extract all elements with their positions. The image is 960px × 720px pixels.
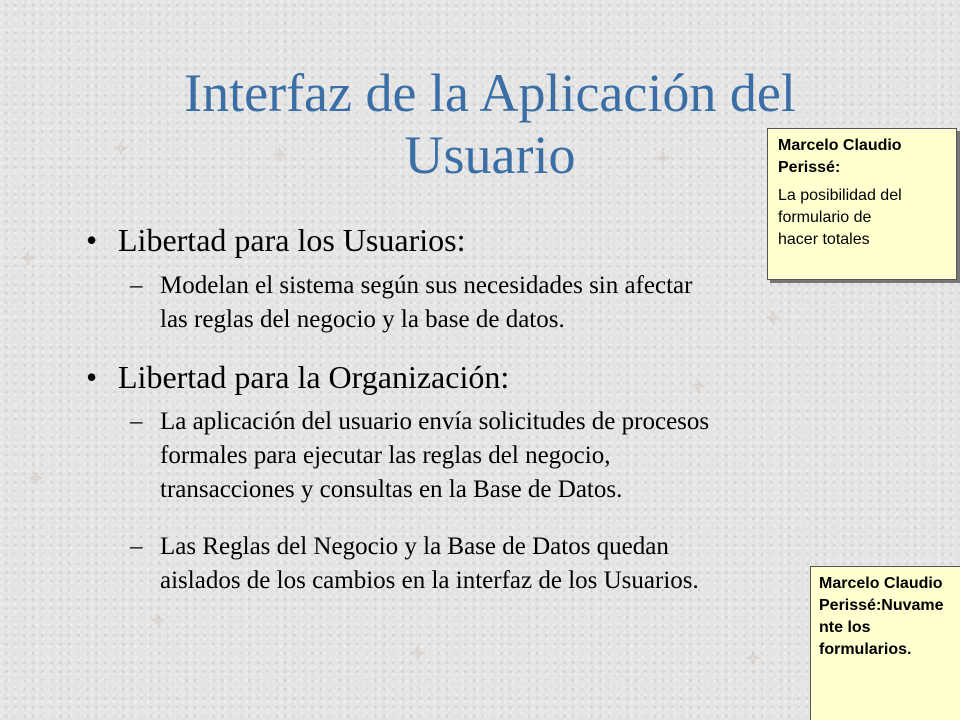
comment-body-line: formulario de	[778, 209, 872, 226]
comment-note[interactable]	[767, 128, 957, 280]
comment-note[interactable]	[810, 566, 960, 720]
comment-text-line: Marcelo Claudio	[819, 575, 943, 592]
bullet-marker: •	[86, 222, 98, 258]
bullet-marker: •	[86, 359, 98, 395]
sub-item-line: Las Reglas del Negocio y la Base de Datos quedan	[160, 533, 669, 560]
comment-text-line: nte los	[819, 619, 871, 636]
sub-bullet-marker: –	[130, 272, 143, 299]
sub-item-line: transacciones y consultas en la Base de Datos.	[160, 476, 623, 503]
slide-title-line-1: Interfaz de la Aplicación del	[184, 63, 796, 123]
sub-bullet-marker: –	[130, 533, 143, 560]
sub-item-line: Modelan el sistema según sus necesidades sin afectar	[160, 272, 693, 299]
bullet-libertad-usuarios: Libertad para los Usuarios:	[118, 222, 466, 258]
comment-author-line: Perissé:	[778, 159, 841, 176]
comment-text-line: formularios.	[819, 641, 912, 658]
comment-body-line: La posibilidad del	[778, 187, 902, 204]
sub-item-line: aislados de los cambios en la interfaz de los Usuarios.	[160, 567, 699, 594]
sub-bullet-marker: –	[130, 408, 143, 435]
comment-author	[778, 135, 946, 179]
slide-title-line-2: Usuario	[404, 125, 576, 185]
comment-text	[819, 573, 952, 661]
comment-text-line: Perissé:Nuvame	[819, 597, 944, 614]
sub-item-line: las reglas del negocio y la base de datos.	[160, 306, 565, 333]
sub-item-line: formales para ejecutar las reglas del negocio,	[160, 442, 611, 469]
comment-body	[778, 185, 946, 251]
comment-author-line: Marcelo Claudio	[778, 137, 902, 154]
comment-body-line: hacer totales	[778, 231, 870, 248]
sub-item-line: La aplicación del usuario envía solicitudes de procesos	[160, 408, 710, 435]
bullet-libertad-organizacion: Libertad para la Organización:	[118, 359, 510, 395]
